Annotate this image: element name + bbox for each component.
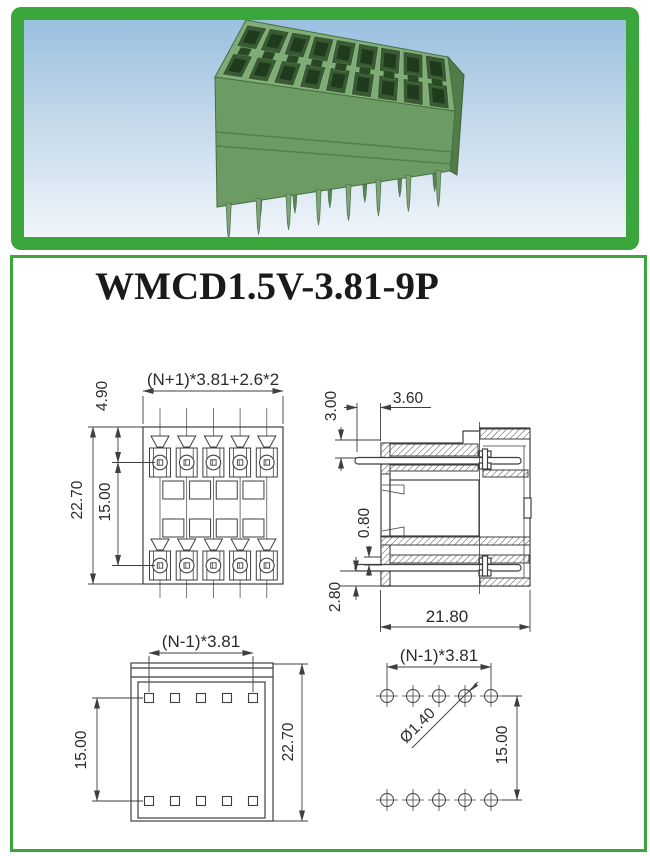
partition-square (163, 519, 184, 537)
partition-square (243, 481, 264, 499)
dim-side-gap-label: 0.80 (356, 507, 373, 539)
dim-bottom-height-label: 22.70 (280, 722, 297, 762)
pin-square (145, 797, 154, 806)
partition-square (216, 519, 237, 537)
product-title: WMCD1.5V-3.81-9P (95, 265, 439, 308)
dim-bottom-row-pitch-label: 15.00 (73, 730, 90, 770)
screw-circle (179, 558, 194, 573)
pin-hole (376, 789, 398, 811)
pin-square (197, 694, 206, 703)
pin-square (145, 694, 154, 703)
pin-hole (376, 685, 398, 707)
dim-front-row-pitch-label: 15.00 (97, 482, 114, 522)
leader-arrowhead (470, 683, 479, 692)
screw-circle (260, 558, 275, 573)
pin-square (171, 694, 180, 703)
screw-circle (233, 455, 248, 470)
dim-pins-diameter-label: Ø1.40 (396, 704, 439, 747)
partition-square (190, 519, 211, 537)
screw-circle (260, 455, 275, 470)
screw-circle (206, 455, 221, 470)
pin-square (223, 694, 232, 703)
bottom-view-drawing (73, 632, 308, 821)
pin-layout-drawing (376, 646, 522, 811)
pin-hole (402, 789, 424, 811)
hatch-band (390, 444, 478, 456)
dim-side-depth-label: 21.80 (425, 607, 469, 626)
dim-side-pin-offset-top-label: 3.00 (323, 390, 340, 422)
solder-pin (355, 565, 521, 572)
pin-hole (428, 685, 450, 707)
partition-square (243, 519, 264, 537)
dim-pins-pitch-label: (N-1)*3.81 (399, 646, 479, 665)
dim-side-pin-length-label: 3.60 (392, 390, 424, 407)
hatch-band (390, 555, 529, 563)
dim-front-pitch-label: (N+1)*3.81+2.6*2 (146, 370, 280, 389)
side-notch (524, 498, 531, 518)
cavity-box (390, 480, 479, 536)
partition-square (163, 481, 184, 499)
pin-hole (480, 789, 502, 811)
hatch-band (483, 470, 528, 477)
front-view-drawing (69, 370, 283, 598)
dim-front-top-offset-label: 4.90 (94, 380, 111, 412)
dim-pins-row-pitch-label: 15.00 (494, 725, 511, 765)
dim-front-height-label: 22.70 (69, 480, 86, 520)
pin-hole (402, 685, 424, 707)
pin-hole (454, 789, 476, 811)
pin-square (223, 797, 232, 806)
pin-hole (480, 685, 502, 707)
pin-square (171, 797, 180, 806)
side-section-drawing (323, 390, 531, 632)
pin-hole (428, 789, 450, 811)
screw-circle (206, 558, 221, 573)
hatch-band (381, 537, 530, 545)
dim-bottom-pitch-label: (N-1)*3.81 (161, 632, 241, 651)
pin-square (249, 694, 258, 703)
solder-pin (355, 458, 521, 465)
pin-square (249, 797, 258, 806)
side-step-block (463, 431, 479, 443)
hatch-band (480, 429, 530, 439)
partition-square (216, 481, 237, 499)
dim-side-pin-offset-bottom-label: 2.80 (327, 581, 344, 613)
hatch-band (480, 578, 530, 586)
screw-circle (233, 558, 248, 573)
partition-square (190, 481, 211, 499)
screw-circle (179, 455, 194, 470)
pin-square (197, 797, 206, 806)
hatch-band (390, 465, 478, 471)
pin-hole-circles (376, 685, 502, 811)
